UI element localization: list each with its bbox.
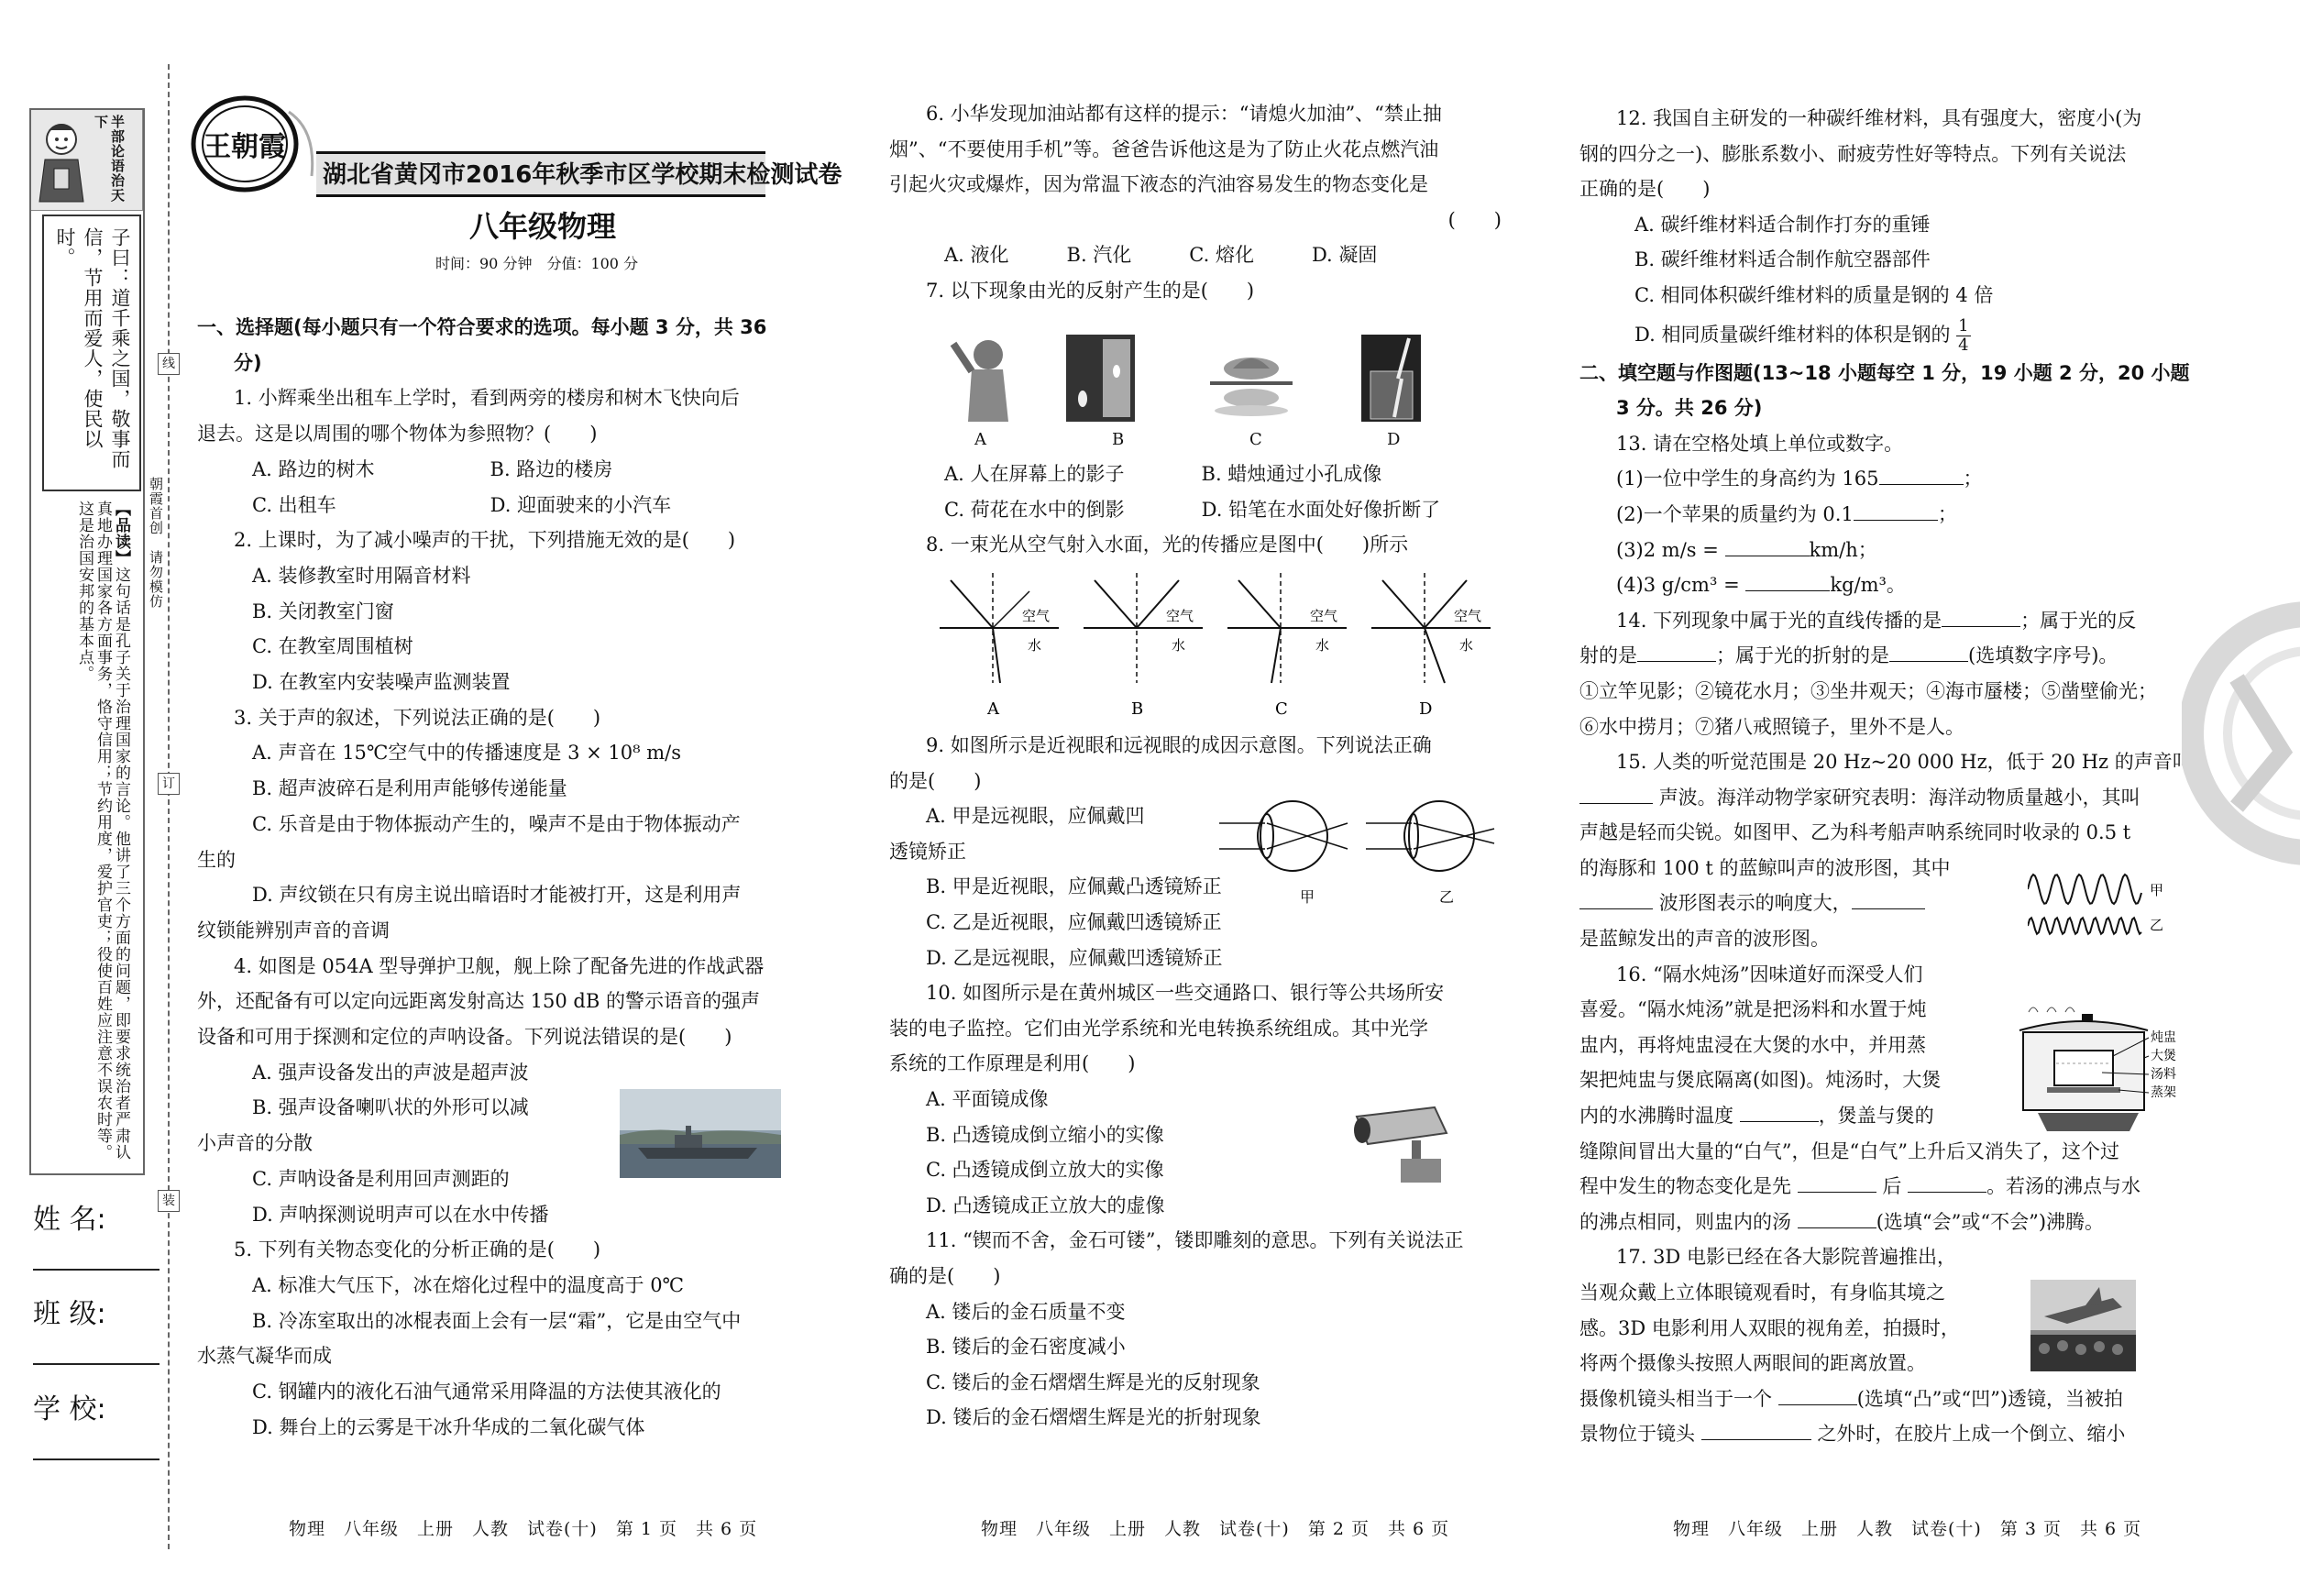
q12-opt-b: B. 碳纤维材料适合制作航空器部件 [1634,248,1931,271]
col1-line: B. 关闭教室门窗 [252,600,394,622]
q8-air-label: 空气 [1022,608,1051,624]
col1-line: 一、选择题(每小题只有一个符合要求的选项。每小题 3 分，共 36 [197,316,767,338]
q15-line3: 声越是轻而尖锐。如图甲、乙为科考船声呐系统同时收录的 0.5 t [1579,821,2131,844]
q17-blank-2[interactable] [1701,1439,1811,1440]
q9-opt-c: C. 乙是近视眼，应佩戴凹透镜矫正 [926,910,1222,933]
wave-jia [2028,875,2141,904]
col1-line: B. 强声设备喇叭状的外形可以减 [252,1096,529,1119]
col1-line: D. 舞台上的云雾是干冰升华成的二氧化碳气体 [252,1415,645,1438]
school-field[interactable] [33,1458,160,1460]
cut-mark-bind: 订 [158,773,180,795]
q17-line6 [1579,1416,2203,1452]
q6-answer-bracket[interactable]: ( ) [1447,208,1502,231]
q6-line3: 引起火灾或爆炸，因为常温下液态的汽油容易发生的物态变化是 [889,173,1428,196]
boiler-label-soup: 汤料 [2151,1067,2176,1082]
q16-line1: 16. “隔水炖汤”因味道好而深受人们 [1616,963,1923,985]
q13-4-blank[interactable] [1745,590,1830,591]
q6-line1: 6. 小华发现加油站都有这样的提示：“请熄火加油”、“禁止抽 [926,103,1442,125]
col1-line: 分) [234,351,262,374]
q15-blank-2[interactable] [1579,908,1653,909]
col1-line: 生的 [197,848,236,871]
q15-line4: 的海豚和 100 t 的蓝鲸叫声的波形图，其中 [1579,856,1951,879]
q11-opt-b: B. 镂后的金石密度减小 [926,1336,1126,1359]
q15-line1: 15. 人类的听觉范围是 20 Hz~20 000 Hz，低于 20 Hz 的声音叫 [1616,751,2192,774]
name-field[interactable] [33,1269,160,1271]
wave-yi [2028,918,2141,934]
q15-line6: 是蓝鲸发出的声音的波形图。 [1579,928,1830,951]
q16-t5: ，煲盖与煲的 [1818,1105,1934,1128]
col1-line: C. 钢罐内的液化石油气通常采用降温的方法使其液化的 [252,1381,721,1403]
q16-line4: 架把炖盅与煲底隔离(如图)。炖汤时，大煲 [1579,1069,1942,1092]
q17-t5: (选填“凸”或“凹”)透镜，当被拍 [1856,1387,2124,1410]
column-page-2 [889,96,1513,309]
q13-4-text: (4)3 g/cm³ = [1616,574,1746,597]
confucius-quote: 子曰：道千乘之国，敬事而信，节用而爱人，使民以时。 [54,227,131,469]
binding-strip [0,0,179,1596]
q13-2-text: (2)一个苹果的质量约为 0.1 [1616,502,1854,525]
q13-1-blank[interactable] [1879,484,1964,485]
fraction [1956,317,1970,355]
q17-line1: 17. 3D 电影已经在各大影院普遍推出， [1616,1246,1956,1269]
q16-blank-1[interactable] [1740,1121,1819,1122]
q6-line2: 烟”、“不要使用手机”等。爸爸告诉他这是为了防止火花点燃汽油 [889,138,1439,160]
q12-opt-d [1579,314,2203,356]
col1-line: C. 在教室周围植树 [252,635,413,658]
col1-line: 设备和可用于探测和定位的声呐设备。下列说法错误的是( ) [197,1026,732,1049]
q14-t2: 射的是 [1579,644,1637,667]
q8-air-label: 空气 [1454,608,1482,624]
col1-line: A. 标准大气压下，冰在熔化过程中的温度高于 0℃ [252,1273,685,1296]
q6-options: A. 液化 B. 汽化 C. 熔化 D. 凝固 [944,244,1378,267]
q14-blank-3[interactable] [1889,661,1968,662]
class-label: 班 级: [33,1298,106,1330]
section-2-title: 二、填空题与作图题(13~18 小题每空 1 分，19 小题 2 分，20 小题 [1579,361,2190,384]
q14-t0: 14. 下列现象中属于光的直线传播的是 [1616,609,1942,632]
q8-air-label: 空气 [1166,608,1194,624]
q8-water-label: 水 [1459,637,1474,654]
commentary-label: 【品读】 [112,501,130,567]
q16-t7: 程中发生的物态变化是先 [1579,1175,1791,1198]
q7-stem: 7. 以下现象由光的反射产生的是( ) [926,279,1255,302]
q17-t7: 之外时，在胶片上成一个倒立、缩小 [1817,1423,2126,1446]
q9-opt-a: A. 甲是远视眼，应佩戴凹 [926,805,1145,828]
q17-line2: 当观众戴上立体眼镜观看时，有身临其境之 [1579,1282,1945,1304]
q11-line2: 确的是( ) [889,1264,1001,1287]
q8-water-label: 水 [1315,637,1330,654]
q8-letter: D [1419,699,1433,719]
q14-t1: ；属于光的反 [2020,609,2137,632]
q10-line1: 10. 如图所示是在黄州城区一些交通路口、银行等公共场所安 [926,982,1445,1005]
paper-title: 湖北省黄冈市2016年秋季市区学校期末检测试卷 [323,161,842,189]
q12-line3: 正确的是( ) [1579,178,1711,201]
candle-pinhole-icon [1066,335,1135,422]
q9-line1: 9. 如图所示是近视眼和远视眼的成因示意图。下列说法正确 [926,734,1432,756]
q7-letter-c: C [1249,430,1262,449]
col1-line: 小声音的分散 [197,1132,313,1155]
eye-yi-diagram [1366,801,1494,871]
q9-opt-d: D. 乙是远视眼，应佩戴凹透镜矫正 [926,946,1223,969]
col1-line: A. 声音在 15℃空气中的传播速度是 3 × 10⁸ m/s [252,742,681,765]
q13-4-unit: kg/m³。 [1830,574,1906,597]
q11-line1: 11. “锲而不舍，金石可镂”，镂即雕刻的意思。下列有关说法正 [926,1229,1464,1252]
col1-line: D. 声纹锁在只有房主说出暗语时才能被打开，这是利用声 [252,884,742,907]
shadow-figure-icon [944,335,1018,422]
warship-photo [620,1089,781,1178]
eye-diagrams [1219,790,1503,914]
col1-line: B. 超声波碎石是利用声能够传递能量 [252,777,567,800]
q10-opt-c: C. 凸透镜成倒立放大的实像 [926,1159,1164,1182]
col1-line: 4. 如图是 054A 型导弹护卫舰，舰上除了配备先进的作战武器 [234,954,765,977]
col1-line: A. 强声设备发出的声波是超声波 [252,1061,529,1084]
q9-opt-b: B. 甲是近视眼，应佩戴凸透镜矫正 [926,875,1222,898]
confucius-cartoon-icon [34,114,91,205]
svg-text:王朝霞: 王朝霞 [204,131,286,163]
col1-line: 3. 关于声的叙述，下列说法正确的是( ) [234,706,601,729]
watermark-seal [2182,568,2300,935]
double-boiler-diagram [2010,1003,2203,1136]
3d-movie-photo [2030,1280,2136,1371]
q8-diagram-c [1227,573,1347,719]
cut-line [168,64,170,1549]
q13-3 [1579,533,2203,568]
commentary-text [75,501,130,1161]
wave-jia-label: 甲 [2150,882,2164,898]
q16-line8 [1579,1205,2203,1240]
q8-letter: C [1275,699,1288,719]
footer-page-1: 物理 八年级 上册 人教 试卷(十) 第 1 页 共 6 页 [289,1519,758,1539]
q14-t4: (选填数字序号)。 [1968,644,2118,667]
q17-line3: 感。3D 电影利用人双眼的视角差，拍摄时， [1579,1316,1960,1339]
col1-line: A. 装修教室时用隔音材料 [252,564,471,587]
name-label: 姓 名: [33,1204,106,1236]
q17-line5 [1579,1381,2203,1417]
q14-line4: ⑥水中捞月；⑦猪八戒照镜子，里外不是人。 [1579,715,1964,738]
q17-t6: 景物位于镜头 [1579,1423,1695,1446]
q16-line7 [1579,1169,2203,1205]
class-field[interactable] [33,1363,160,1365]
cut-mark-fold: 装 [158,1190,180,1212]
time-info: 时间：90 分钟 分值：100 分 [435,255,639,272]
q11-opt-a: A. 镂后的金石质量不变 [926,1300,1126,1323]
column-page-1 [197,310,816,1446]
col1-line: D. 在教室内安装噪声监测装置 [252,671,511,694]
q14-line2 [1579,638,2203,674]
boiler-label-cup: 炖盅 [2151,1030,2176,1045]
sidebar-banner-title: 半部论语治天下 [93,115,126,203]
school-label: 学 校: [33,1393,106,1425]
col1-line: 5. 下列有关物态变化的分析正确的是( ) [234,1238,601,1261]
paper-subject: 八年级物理 [469,209,617,244]
q13-4 [1579,567,2203,603]
q15-t1: 声波。海洋动物学家研究表明：海洋动物质量越小，其叫 [1658,786,2140,809]
col1-line: 纹锁能辨别声音的音调 [197,919,390,941]
q11-opt-d: D. 镂后的金石熠熠生辉是光的折射现象 [926,1406,1261,1429]
q16-blank-3[interactable] [1908,1192,1986,1193]
q16-line2: 喜爱。“隔水炖汤”就是把汤料和水置于炖 [1579,998,1927,1021]
q9-opt-a-cont: 透镜矫正 [889,840,966,863]
q14-line1 [1579,603,2203,639]
q13-2: (2)一个苹果的质量约为 0.1 ； [1616,502,1957,525]
column-page-3 [1579,101,2203,1452]
q16-line6: 缝隙间冒出大量的“白气”，但是“白气”上升后又消失了，这个过 [1579,1139,2119,1162]
col1-line: D. 声呐探测说明声可以在水中传播 [252,1203,549,1226]
eye-jia-label: 甲 [1300,888,1315,906]
col1-line: B. 冷冻室取出的冰棍表面上会有一层“霜”，它是由空气中 [252,1309,742,1332]
col1-line: C. 出租车 D. 迎面驶来的小汽车 [252,493,672,516]
q10-opt-a: A. 平面镜成像 [926,1087,1049,1110]
q16-t11: (选填“会”或“不会”)沸腾。 [1876,1210,2105,1233]
q12-opt-d-text: D. 相同质量碳纤维材料的体积是钢的 [1634,323,1951,346]
q12-line1: 12. 我国自主研发的一种碳纤维材料，具有强度大，密度小(为 [1616,107,2142,129]
q8-water-label: 水 [1172,637,1186,654]
q9-line2: 的是( ) [889,769,982,792]
q13-3-unit: km/h； [1809,538,1877,561]
q13-2-blank[interactable] [1854,520,1938,521]
q16-line3: 盅内，再将炖盅浸在大煲的水中，并用蒸 [1579,1033,1926,1056]
col1-line: 外，还配备有可以定向远距离发射高达 150 dB 的警示语音的强声 [197,990,760,1013]
copyright-note: 朝霞首创 请勿模仿 [148,477,164,609]
fraction-num: 1 [1958,315,1969,336]
q15-t4: 波形图表示的响度大， [1658,892,1852,915]
q8-refraction-diagrams [940,573,1517,724]
q17-blank-1[interactable] [1778,1404,1857,1405]
q8-letter: A [987,699,999,719]
q15-line2 [1579,780,2203,816]
q12-opt-c: C. 相同体积碳纤维材料的质量是钢的 4 倍 [1634,283,1994,306]
q7-letter-d: D [1387,430,1401,449]
boiler-label-pot: 大煲 [2151,1049,2176,1063]
commentary-body: 这句话是孔子关于治理国家的言论。他讲了三个方面的问题，即要求统治者严肃认真地办理国家各方面事务，恪守信用；节约用度，爱护官吏；役使百姓应注意不误农时等。这是治国安邦的基本点。 [75,501,130,1161]
q16-blank-2[interactable] [1798,1192,1876,1193]
cut-mark-line: 线 [158,353,180,375]
q17-t4: 摄像机镜头相当于一个 [1579,1387,1772,1410]
commentary-box [42,495,138,1164]
q13-1-text: (1)一位中学生的身高约为 165 [1616,468,1879,490]
eye-jia-diagram [1219,801,1348,871]
surveillance-camera-icon [1348,1096,1467,1188]
q16-t10: 的沸点相同，则盅内的汤 [1579,1210,1791,1233]
q10-opt-d: D. 凸透镜成正立放大的虚像 [926,1194,1165,1216]
q8-diagram-a [940,573,1059,719]
col1-line: C. 声呐设备是利用回声测距的 [252,1167,510,1190]
lotus-reflection-icon [1205,348,1297,422]
q8-air-label: 空气 [1310,608,1338,624]
q11-opt-c: C. 镂后的金石熠熠生辉是光的反射现象 [926,1370,1260,1393]
eye-yi-label: 乙 [1439,888,1455,906]
q8-diagram-d [1371,573,1491,719]
q15-blank-1[interactable] [1579,803,1653,804]
col1-line: A. 路边的树木 B. 路边的楼房 [252,457,613,480]
col1-line: 2. 上课时，为了减小噪声的干扰，下列措施无效的是( ) [234,529,736,552]
sidebar-top-panel [29,108,143,211]
col1-line: 退去。这是以周围的哪个物体为参照物？( ) [197,423,598,446]
q16-t9: 。若汤的沸点与水 [1986,1175,2141,1198]
col1-line: 水蒸气凝华而成 [197,1345,332,1368]
q13-1: (1)一位中学生的身高约为 165 ； [1616,468,1983,490]
q7-figures [935,335,1485,454]
fraction-den: 4 [1958,335,1969,355]
q7-options-cd: C. 荷花在水中的倒影 D. 铅笔在水面处好像折断了 [944,498,1441,521]
boiler-label-rack: 蒸架 [2151,1085,2176,1100]
col1-line: 1. 小辉乘坐出租车上学时，看到两旁的楼房和树木飞快向后 [234,387,740,410]
logo-seal-icon [188,94,325,194]
q7-letter-b: B [1112,430,1125,449]
q14-blank-1[interactable] [1942,626,2020,627]
q7-letter-a: A [974,430,986,449]
waveform-diagram [2028,869,2165,942]
q14-line3: ①立竿见影；②镜花水月；③坐井观天；④海市蜃楼；⑤凿壁偷光； [1579,679,2157,702]
wave-yi-label: 乙 [2150,917,2164,933]
q8-water-label: 水 [1028,637,1042,654]
column-page-2-q7opts [889,457,1513,563]
q8-stem: 8. 一束光从空气射入水面，光的传播应是图中( )所示 [926,534,1409,556]
q14-blank-2[interactable] [1637,661,1716,662]
q16-blank-4[interactable] [1798,1227,1876,1228]
col1-line: C. 乐音是由于物体振动产生的，噪声不是由于物体振动产 [252,812,741,835]
pencil-in-water-icon [1361,335,1421,422]
q14-t3: ；属于光的折射的是 [1716,644,1889,667]
q12-opt-a: A. 碳纤维材料适合制作打夯的重锤 [1634,213,1931,236]
q17-line4: 将两个摄像头按照人两眼间的距离放置。 [1579,1352,1926,1375]
q7-options-ab: A. 人在屏幕上的影子 B. 蜡烛通过小孔成像 [944,463,1382,485]
q13-stem: 13. 请在空格处填上单位或数字。 [1616,432,1904,455]
q8-letter: B [1131,699,1144,719]
q10-opt-b: B. 凸透镜成倒立缩小的实像 [926,1123,1164,1146]
section-2-title-cont: 3 分。共 26 分) [1616,397,1763,420]
q16-t4: 内的水沸腾时温度 [1579,1105,1733,1128]
q10-line2: 装的电子监控。它们由光学系统和光电转换系统组成。其中光学 [889,1017,1428,1040]
q12-line2: 钢的四分之一)、膨胀系数小、耐疲劳性好等特点。下列有关说法 [1579,142,2127,165]
q8-diagram-b [1084,573,1203,719]
q13-3-text: (3)2 m/s = [1616,538,1725,561]
q15-blank-3[interactable] [1852,908,1925,909]
q16-t8: 后 [1882,1175,1902,1198]
footer-page-2: 物理 八年级 上册 人教 试卷(十) 第 2 页 共 6 页 [981,1519,1450,1539]
q10-line3: 系统的工作原理是利用( ) [889,1052,1136,1075]
footer-page-3: 物理 八年级 上册 人教 试卷(十) 第 3 页 共 6 页 [1673,1519,2142,1539]
quote-box [42,215,141,491]
